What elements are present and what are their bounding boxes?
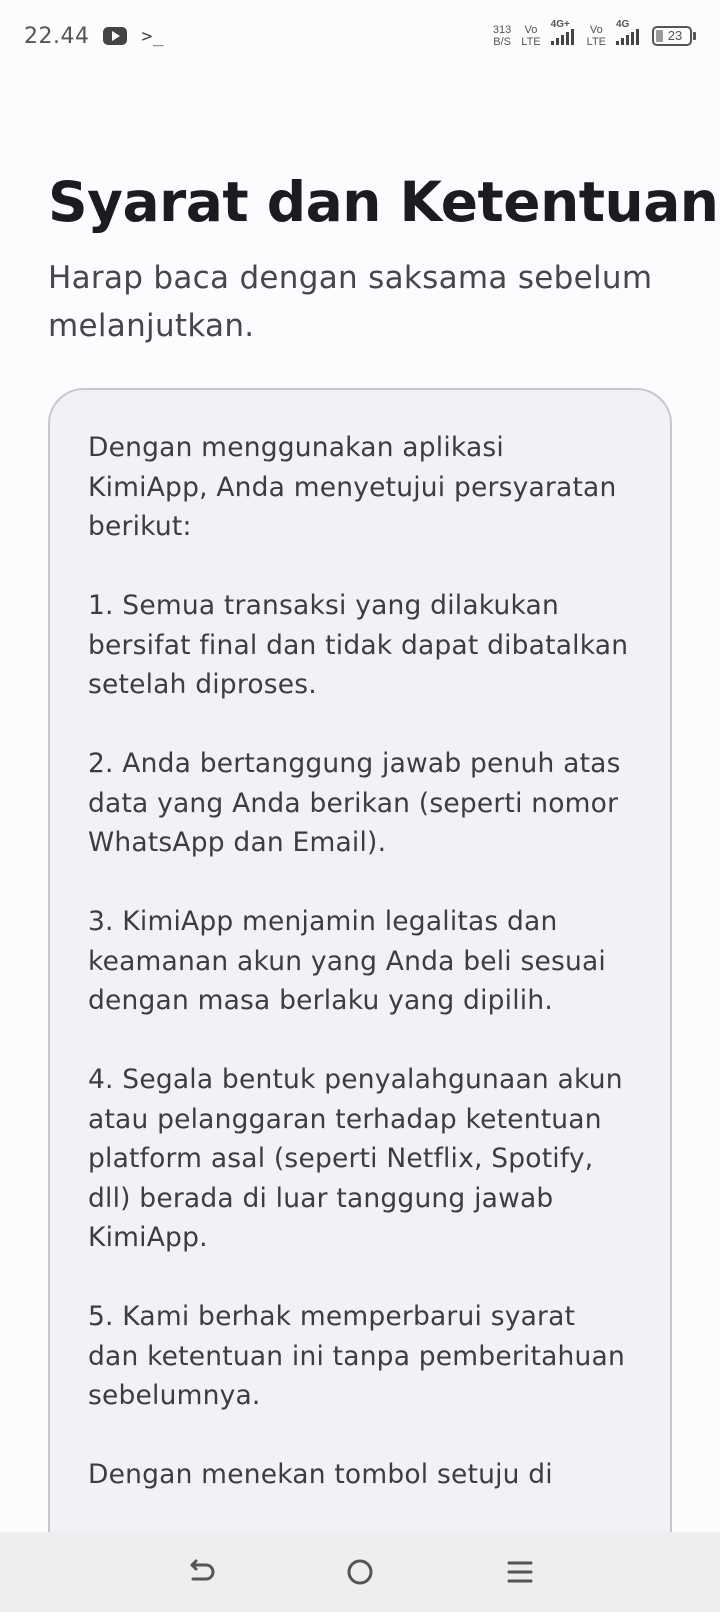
battery-level: 23 [667, 28, 683, 43]
volte-indicator-1 [521, 24, 540, 48]
network-type-2: 4G [616, 19, 630, 30]
status-right [492, 19, 696, 48]
terminal-icon: >_ [141, 25, 165, 47]
main-content[interactable] [0, 72, 720, 1532]
volte-top-1: Vo [524, 24, 538, 36]
recents-button[interactable] [490, 1542, 550, 1602]
back-button[interactable] [170, 1542, 230, 1602]
terms-text: Dengan menggunakan aplikasi KimiApp, Anda menyetujui persyaratan berikut: 1. Semua transaksi yang dilakukan bersifat final dan tidak dapat dibatalkan setelah diproses. 2. Anda bertanggung jawab penuh atas data yang Anda berikan (seperti nomor WhatsApp dan Email). 3. KimiApp menjamin legalitas dan keamanan akun yang Anda beli sesuai dengan masa berlaku yang dipilih. 4. Segala bentuk penyalahgunaan akun atau pelanggaran terhadap ketentuan platform asal (seperti Netflix, Spotify, dll) berada di luar tanggung jawab KimiApp. 5. Kami berhak memperbarui syarat dan ketentuan ini tanpa pemberitahuan sebelumnya. Dengan menekan tombol setuju di [88, 432, 629, 1490]
navigation-bar [0, 1532, 720, 1612]
back-icon [184, 1556, 216, 1588]
volte-bottom-2: LTE [586, 36, 606, 48]
volte-indicator-2 [587, 24, 606, 48]
status-bar [0, 0, 720, 72]
youtube-icon [103, 27, 127, 45]
page-title: Syarat dan Ketentuan [48, 170, 719, 234]
battery-icon [652, 26, 696, 46]
signal-icon [550, 19, 577, 45]
menu-icon [504, 1556, 536, 1588]
network-type-1: 4G+ [550, 19, 570, 30]
volte-bottom-1: LTE [521, 36, 541, 48]
terms-card[interactable] [48, 388, 672, 1532]
clock: 22.44 [24, 23, 90, 49]
signal-icon-2 [616, 19, 642, 45]
volte-top-2: Vo [589, 24, 603, 36]
status-left [24, 24, 164, 49]
page-subtitle: Harap baca dengan saksama sebelum melanjutkan. [48, 260, 653, 344]
network-speed-unit: B/S [493, 36, 511, 48]
home-icon [344, 1556, 376, 1588]
home-button[interactable] [330, 1542, 390, 1602]
network-speed [493, 24, 511, 48]
network-speed-value: 313 [492, 24, 512, 36]
